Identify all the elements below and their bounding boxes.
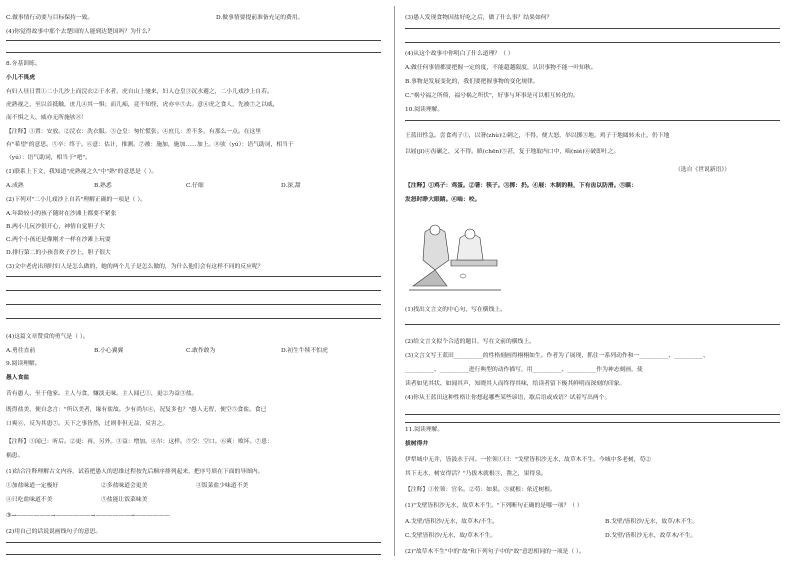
answer-line [405, 414, 780, 415]
text-line: 而不惧之人，威亦无所施欤⑧！ [6, 115, 88, 121]
text-line: D.戈壁/皆积沙无水，故草木/不生。 [605, 533, 697, 539]
text-line: ⑤盐能让饭菜味美 [101, 497, 148, 503]
text-line: ④只吃盐味道不美 [6, 497, 53, 503]
text-line: C.做事情行动要与目标保持一致。 [6, 15, 94, 21]
text-line: (1)结合注释理解古文内容，试着把愚人的思维过程按先后顺序排列起来，把序号填在下面的导图内。 [6, 469, 264, 475]
text-line: 口爽⑥，反为其患⑦。天下之事皆然，过则非但无益，反害之。 [6, 421, 169, 427]
text-line: C.敢作敢为 [186, 348, 216, 354]
answer-line [6, 304, 381, 305]
text-line: 以屐(jī)④齿碾之，又不得。瞋(chēn)⑤甚，复于地取内口中，啮(niè)⑥破即吐之。 [405, 149, 620, 155]
text-line: B.两小儿玩沙很开心，神情自觉胆子大 [6, 224, 105, 230]
text-line: (1)联系上下文，我知道"虎熟视之久"中"熟"的意思是（ ）。 [6, 169, 158, 175]
answer-line [6, 290, 381, 291]
text-line: ①加盐味道一定极好 [6, 483, 59, 489]
illustration-wang-lantian [405, 220, 505, 292]
right-column [405, 6, 780, 558]
text-line: A.戈壁/皆积沙/无水，故草木/不生。 [405, 519, 499, 525]
text-line: (2)"故草木不生"中的"故"和下列句子中的"故"意思相同的一项是（ ）。 [405, 549, 585, 555]
text-line: C."祸兮福之所倚，福兮祸之所伏"，好事与坏事是可以相互转化的。 [405, 93, 579, 99]
text-line: (4)你觉得故事中那个去楚国的人能到达楚国吗？为什么？ [6, 29, 154, 35]
text-line: (3)文中老虎出现时妇人是怎么做的，她的两个儿子是怎么做的，为什么他们会有这样不同的反应呢？ [6, 264, 264, 270]
text-line: D.排行第二的小孩喜欢子沙上，胆子很大 [6, 250, 111, 256]
text-line: C.仔细 [186, 183, 204, 189]
text-line: 祸患。 [6, 453, 24, 459]
text-line: B.小心翼翼 [94, 348, 124, 354]
text-line: B.事物是发展变化的，我们要把握事物的变化规律。 [405, 79, 539, 85]
text-line: 愚人食盐 [6, 375, 30, 381]
text-line: 虎熟视之，至以首抵触，庶几④其一惧；而儿痴，竟不知怪，虎亦卒⑤去。意⑥虎之食人，先被⑦之以威， [6, 102, 279, 108]
answer-line [405, 324, 780, 325]
text-line: 其下无水，树安得活？"乃拔木就根③，凿之，果得泉。 [405, 471, 547, 477]
text-line: ②多盐味道会更美 [101, 483, 148, 489]
text-line: （选自《世说新语》） [675, 167, 731, 173]
text-line: 有"希望"的意思。⑤卒：终于。⑥意：估计，推测。⑦被：施加，施加……加上。⑧欤（yú）：语气助词，相当于 [6, 142, 294, 148]
answer-line [6, 276, 381, 277]
text-line: A.勇往直前 [6, 348, 36, 354]
text-line: D.做事情要提前准备充足的费用。 [216, 15, 304, 21]
text-line: (4)你从王蓝田这种性格让你想起哪些某些谚语，歇后语或成语？试着写出两个。 [405, 395, 611, 401]
text-line: D.深,甜 [281, 183, 301, 189]
text-line: 小儿不畏虎 [6, 75, 35, 81]
text-line: B.戈壁/皆积沙/无水，故草/木不生。 [605, 519, 699, 525]
text-line: C.戈壁皆积沙/无水，故/草木不生。 [405, 533, 497, 539]
text-line: 8.夯基训练。 [6, 61, 41, 67]
text-line: A.做任何事情都要把握一定的度，不能超越限度，认识事物不能一叶知秋。 [405, 65, 597, 71]
answer-line [405, 42, 780, 43]
text-line: A.年龄较小的孩子随时在沙滩上都要不紧张 [6, 211, 117, 217]
text-line: __________、__________进行典型的动作描写，用__________、__________作为神态刻画，使 [405, 367, 643, 373]
text-line: 发怒时睁大眼睛。⑥啮：咬。 [405, 197, 481, 203]
answer-line [6, 318, 381, 319]
column-divider [394, 6, 395, 556]
text-line: (2)给文言文拟个合适的题目，写在文前的横线上。 [405, 339, 535, 345]
text-line: 读者如见其状、如闻其声，知晓其人而终得其味，给读者留下极其鲜明而深刻的印象。 [405, 381, 626, 387]
answer-line [405, 28, 780, 29]
answer-line [6, 52, 381, 53]
text-line: (2)下列对"二小儿戏沙上自若"理解正确的一项是（ ）。 [6, 197, 147, 203]
text-line: 伊犁城中无井，皆汲水于河。一佐领①曰："戈壁皆积沙无水，故草木不生。今城中多老树，苟② [405, 457, 652, 463]
text-line: 拔树得井 [405, 441, 429, 447]
text-line: （yú）：语气助词，相当于"吧"。 [6, 155, 91, 161]
text-line: 9.阅读理解。 [6, 361, 41, 367]
answer-line [405, 120, 780, 121]
answer-line [405, 422, 780, 423]
text-line: 【注释】①佐领：官名。②苟：如果。③就根：依近树根。 [405, 487, 556, 493]
text-line: 有妇人昼日置①二小儿沙上而浣衣②于水者，虎自山上驰来，妇人仓皇③沉水避之，二小儿戏沙上自若。 [6, 89, 273, 95]
text-line: ③→——————→——————→——————→—————— [6, 513, 170, 519]
answer-line [6, 40, 381, 41]
text-line: ③饭菜盐少味道不美 [196, 483, 249, 489]
text-line: (3)文言文写王蓝田__________的性格刻画得栩栩如生。作者为了展现，抓住一系列动作和一__________、__________、 [405, 353, 709, 359]
text-line: 王蓝田性急。尝食鸡子①，以箸(zhù)②刺之，不得，便大怒，举以掷③地。鸡子于地圆转未止，仍下地 [405, 133, 670, 139]
text-line: B.熟悉 [94, 183, 112, 189]
text-line: 【注释】①闻已：听后。②更：再，另外。③益：增加。④尔：这样。⑤空：空口。⑥爽：败坏。⑦患： [6, 439, 273, 445]
text-line: 【注释】①鸡子：鸡蛋。②箸：筷子。③掷：扔。④屐：木制的鞋，下有齿以防滑。⑤瞋： [405, 183, 637, 189]
text-line: A.成熟 [6, 183, 24, 189]
text-line: (1)"戈壁皆积沙无水，故草木不生。"下列断句正确的是哪一项？（ ） [405, 503, 583, 509]
answer-line [6, 542, 381, 543]
text-line: (3)愚人发现食物因盐好吃之后，做了什么事？结果如何？ [405, 15, 553, 21]
text-line: D.初生牛犊不怕虎 [281, 348, 328, 354]
text-line: 11.阅读理解。 [405, 427, 444, 433]
text-line: C.两个小孩还是像刚才一样在沙滩上玩耍 [6, 237, 111, 243]
text-line: 昔有愚人，至于他家。主人与食，嫌淡无味。主人闻已①，更②为益③盐。 [6, 391, 198, 397]
answer-line [6, 554, 381, 555]
text-line: 既得盐美，便自念言："所以美者，缘有盐故。少有尚尔④，况复多也？"愚人无智，便空⑤食盐。食已 [6, 407, 267, 413]
text-line: 10.阅读理解。 [405, 107, 444, 113]
text-line: (1)找出文言文的中心句，写在横线上。 [405, 307, 506, 313]
text-line: (4)从这个故事中你明白了什么道理？（ ） [405, 51, 514, 57]
text-line: 【注释】①置：安放。②浣衣：洗衣服。③仓皇：匆忙慌张。④庶几：差不多，有那么一点。在这里 [6, 129, 262, 135]
text-line: (2)用自己的话说说画线句子的意思。 [6, 529, 102, 535]
left-column [6, 6, 381, 558]
text-line: (4)这篇文章赞赏的勇气是（ ）。 [6, 334, 89, 340]
